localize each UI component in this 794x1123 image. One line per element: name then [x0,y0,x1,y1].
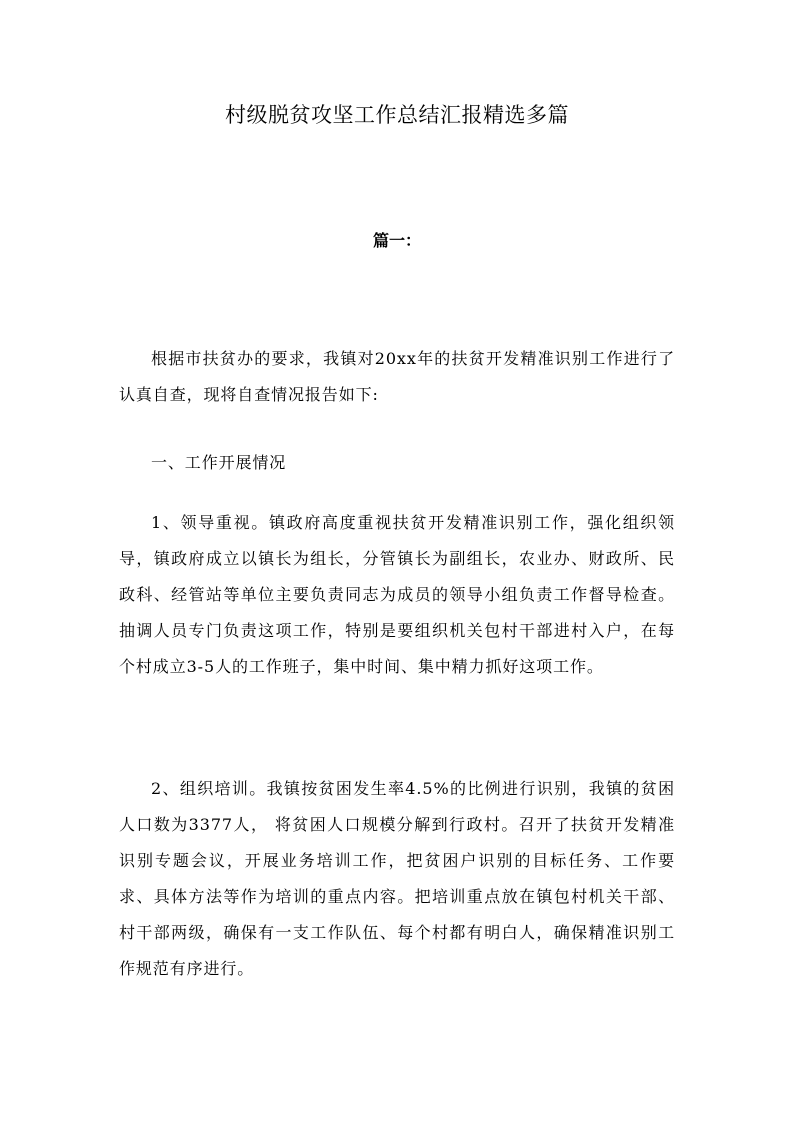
paragraph-training: 2、组织培训。我镇按贫困发生率4.5%的比例进行识别，我镇的贫困人口数为3377人， 将贫困人口规模分解到行政村。召开了扶贫开发精准识别专题会议，开展业务培训工作，把贫困户识别的目标任务、工作要求、具体方法等作为培训的重点内容。把培训重点放在镇包村机关干部、村干部两级，确保有一支工作队伍、每个村都有明白人，确保精准识别工作规范有序进行。 [119,779,675,978]
paragraph-leadership: 1、领导重视。镇政府高度重视扶贫开发精准识别工作，强化组织领导，镇政府成立以镇长为组长，分管镇长为副组长，农业办、财政所、民政科、经管站等单位主要负责同志为成员的领导小组负责工作督导检查。抽调人员专门负责这项工作，特别是要组织机关包村干部进村入户，在每个村成立3-5人的工作班子，集中时间、集中精力抓好这项工作。 [119,513,675,676]
document-title: 村级脱贫攻坚工作总结汇报精选多篇 [225,103,569,127]
section-heading: 篇一： [372,231,421,250]
intro-paragraph: 根据市扶贫办的要求，我镇对20xx年的扶贫开发精准识别工作进行了认真自查，现将自查情况报告如下: [119,349,675,404]
heading-work-status: 一、工作开展情况 [151,453,287,472]
